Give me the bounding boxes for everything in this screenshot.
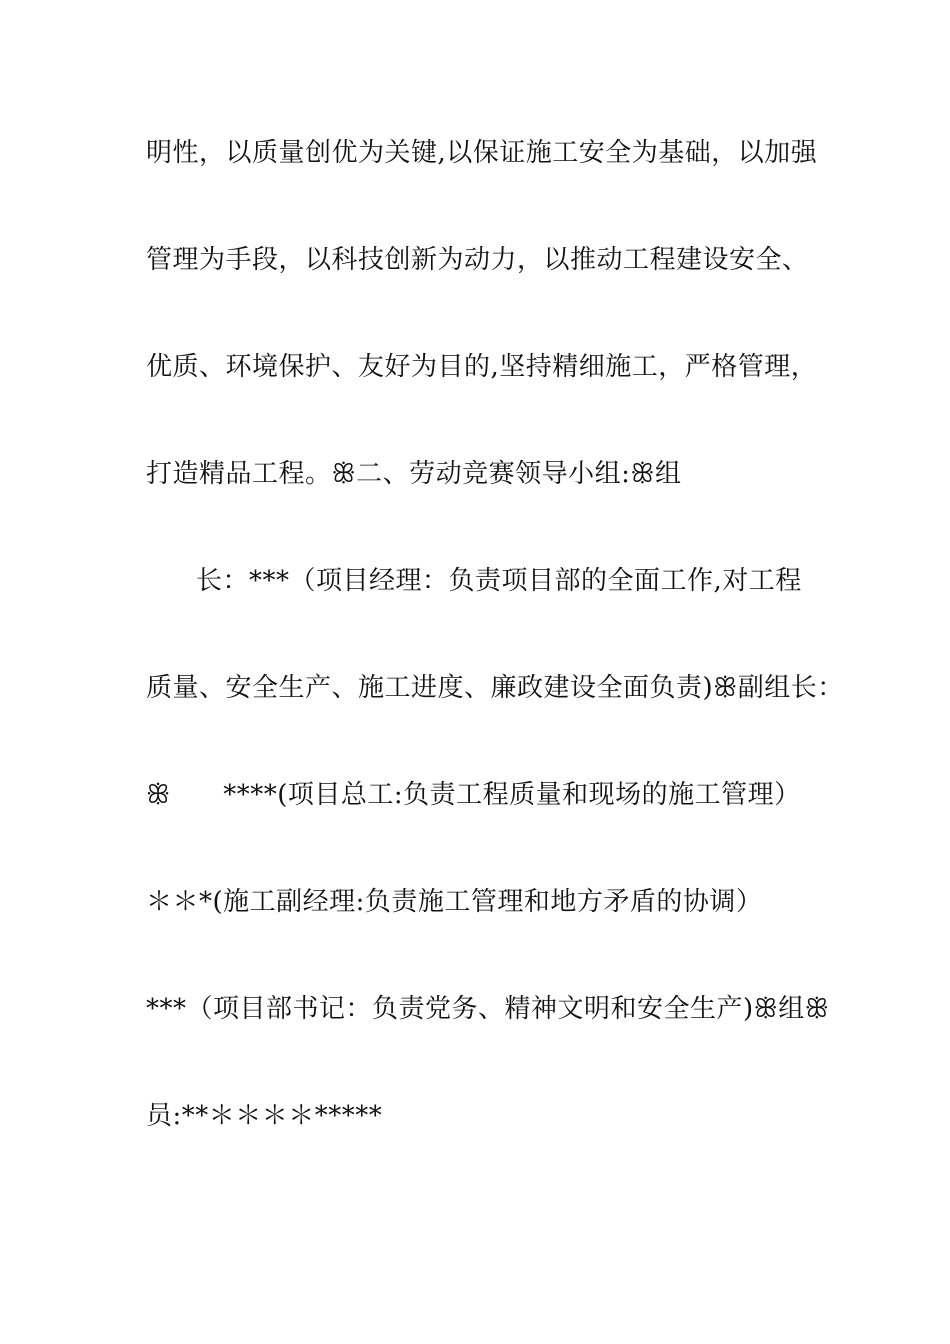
paragraph-line-2: 管理为手段，以科技创新为动力，以推动工程建设安全、 — [146, 245, 809, 275]
paragraph-line-5: 长：***（项目经理：负责项目部的全面工作,对工程 — [196, 566, 802, 596]
paragraph-line-4: 打造精品工程。ꕥ二、劳动竞赛领导小组:ꕥ组 — [146, 459, 682, 489]
paragraph-line-7: ꕥ ****(项目总工:负责工程质量和现场的施工管理） — [146, 780, 801, 810]
paragraph-line-10: 员:**＊＊＊＊***** — [146, 1101, 383, 1131]
paragraph-line-8: ＊＊*(施工副经理:负责施工管理和地方矛盾的协调） — [146, 887, 763, 917]
paragraph-line-3: 优质、环境保护、友好为目的,坚持精细施工，严格管理， — [146, 352, 818, 382]
paragraph-line-9: ***（项目部书记：负责党务、精神文明和安全生产)ꕥ组ꕥ — [146, 994, 830, 1024]
paragraph-line-6: 质量、安全生产、施工进度、廉政建设全面负责)ꕥ副组长： — [146, 673, 844, 703]
paragraph-line-1: 明性，以质量创优为关键,以保证施工安全为基础，以加强 — [146, 138, 818, 168]
